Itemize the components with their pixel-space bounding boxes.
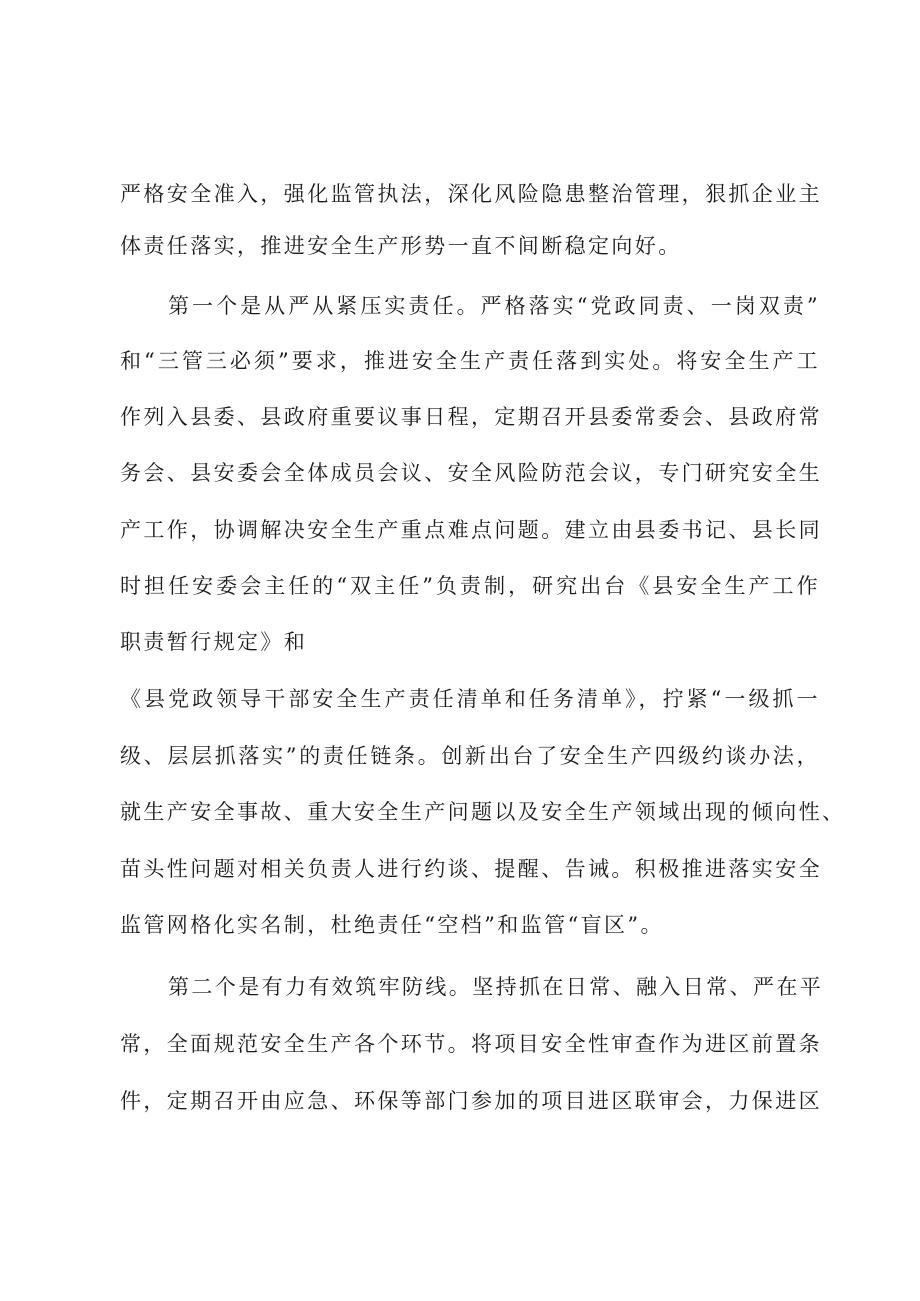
paragraph-2-line-2: 和“三管三必须”要求，推进安全生产责任落到实处。将安全生产工 bbox=[120, 349, 820, 373]
paragraph-2-line-3: 作列入县委、县政府重要议事日程，定期召开县委常委会、县政府常 bbox=[120, 405, 822, 429]
paragraph-2-line-8: 《县党政领导干部安全生产责任清单和任务清单》，拧紧“一级抓一 bbox=[120, 687, 820, 711]
paragraph-2-line-4: 务会、县安委会全体成员会议、安全风险防范会议，专门研究安全生 bbox=[120, 461, 822, 485]
paragraph-2-line-5: 产工作，协调解决安全生产重点难点问题。建立由县委书记、县长同 bbox=[120, 518, 822, 542]
paragraph-1-line-1: 严格安全准入，强化监管执法，深化风险隐患整治管理，狠抓企业主 bbox=[120, 182, 822, 206]
paragraph-1-line-2: 体责任落实，推进安全生产形势一直不间断稳定向好。 bbox=[120, 234, 682, 258]
paragraph-2-line-9: 级、层层抓落实”的责任链条。创新出台了安全生产四级约谈办法， bbox=[120, 744, 820, 768]
paragraph-3-line-3: 件，定期召开由应急、环保等部门参加的项目进区联审会，力保进区 bbox=[120, 1089, 822, 1113]
paragraph-3-line-1: 第二个是有力有效筑牢防线。坚持抓在日常、融入日常、严在平 bbox=[168, 975, 824, 999]
paragraph-2-line-7: 职责暂行规定》和 bbox=[120, 630, 308, 654]
paragraph-3-line-2: 常，全面规范安全生产各个环节。将项目安全性审查作为进区前置条 bbox=[120, 1032, 822, 1056]
paragraph-2-line-12: 监管网格化实名制，杜绝责任“空档”和监管“盲区”。 bbox=[120, 913, 664, 937]
paragraph-2-line-6: 时担任安委会主任的“双主任”负责制，研究出台《县安全生产工作 bbox=[120, 574, 820, 598]
paragraph-2-line-10: 就生产安全事故、重大安全生产问题以及安全生产领域出现的倾向性、 bbox=[120, 800, 846, 824]
paragraph-2-line-11: 苗头性问题对相关负责人进行约谈、提醒、告诫。积极推进落实安全 bbox=[120, 857, 822, 881]
paragraph-2-line-1: 第一个是从严从紧压实责任。严格落实“党政同责、一岗双责” bbox=[168, 294, 820, 318]
